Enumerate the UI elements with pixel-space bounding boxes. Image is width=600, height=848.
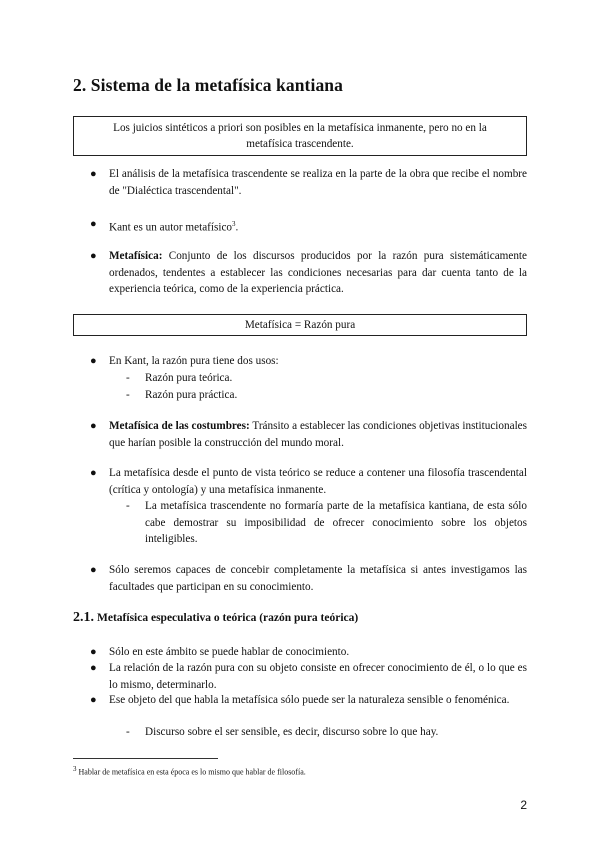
- bullet-item: [90, 248, 527, 298]
- bullet-icon: ●: [90, 662, 97, 674]
- bullet-text: La metafísica desde el punto de vista teórico se reduce a contener una filosofía trascendental (crítica y ontología) y una metafísica inmanente.: [109, 467, 527, 496]
- bullet-item: [90, 562, 527, 595]
- footnote-text: Hablar de metafísica en esta época es lo mismo que hablar de filosofía.: [76, 767, 306, 777]
- bullet-icon: ●: [90, 250, 97, 262]
- bullet-text: En Kant, la razón pura tiene dos usos:: [109, 355, 279, 367]
- summary-box: [73, 116, 527, 156]
- bullet-text: Sólo en este ámbito se puede hablar de conocimiento.: [109, 646, 350, 658]
- sub-item: [126, 724, 527, 741]
- bullet-item: [90, 644, 527, 661]
- bullet-text: Kant es un autor metafísico$^3$.: [109, 220, 239, 234]
- bullet-text: Metafísica: Conjunto de los discursos producidos por la razón pura sistemáticamente ordenados, tendentes a establecer las condiciones necesarias para dar cuenta tanto de la experiencia teórica, como de la experiencia práctica.: [109, 250, 527, 295]
- dash-icon: -: [126, 389, 130, 401]
- footnote-mark: 3: [73, 765, 77, 773]
- bullet-icon: ●: [90, 564, 97, 576]
- subsection-heading: [73, 610, 358, 626]
- term-label: Metafísica:: [109, 250, 163, 262]
- bullet-icon: ●: [90, 646, 97, 658]
- subsection-title: Metafísica especulativa o teórica (razón pura teórica): [97, 612, 359, 624]
- dash-icon: -: [126, 372, 130, 384]
- sub-item-text: Discurso sobre el ser sensible, es decir, discurso sobre lo que hay.: [145, 726, 439, 738]
- sub-item-text: Razón pura teórica.: [145, 372, 233, 384]
- footnote-ref: 3: [232, 220, 236, 228]
- sub-item: [126, 498, 527, 548]
- bullet-icon: ●: [90, 168, 97, 180]
- dash-icon: -: [126, 726, 130, 738]
- bullet-item: [90, 166, 527, 199]
- sub-item-text: Razón pura práctica.: [145, 389, 238, 401]
- equation-box-text: Metafísica = Razón pura: [244, 319, 356, 331]
- sub-item: [126, 370, 527, 387]
- bullet-item: [90, 216, 527, 236]
- summary-box-text: Los juicios sintéticos a priori son posibles en la metafísica inmanente, pero no en la metafísica trascendente.: [113, 122, 487, 150]
- bullet-icon: ●: [90, 694, 97, 706]
- sub-item: [126, 387, 527, 404]
- bullet-text: El análisis de la metafísica trascendente se realiza en la parte de la obra que recibe el nombre de "Dialéctica trascendental".: [109, 168, 527, 197]
- bullet-icon: ●: [90, 467, 97, 479]
- bullet-icon: ●: [90, 420, 97, 432]
- bullet-icon: ●: [90, 355, 97, 367]
- bullet-text: Metafísica de las costumbres: Tránsito a establecer las condiciones objetivas institucionales que harían posible la construcción del mundo moral.: [109, 420, 527, 449]
- bullet-icon: ●: [90, 218, 97, 230]
- term-label: Metafísica de las costumbres:: [109, 420, 250, 432]
- bullet-item: [90, 660, 527, 693]
- bullet-text: Sólo seremos capaces de concebir completamente la metafísica si antes investigamos las facultades que participan en su conocimiento.: [109, 564, 527, 593]
- bullet-item: [90, 353, 527, 370]
- bullet-item: [90, 418, 527, 451]
- bullet-item: [90, 465, 527, 498]
- sub-item-text: La metafísica trascendente no formaría parte de la metafísica kantiana, de esta sólo cabe demostrar su imposibilidad de ofrecer conocimiento sobre los objetos inteligibles.: [145, 500, 527, 545]
- dash-icon: -: [126, 500, 130, 512]
- footnote-divider: [73, 758, 218, 759]
- bullet-item: [90, 692, 527, 709]
- subsection-number: 2.1.: [73, 610, 94, 625]
- page-number: 2: [520, 798, 527, 812]
- bullet-text: Ese objeto del que habla la metafísica sólo puede ser la naturaleza sensible o fenoménica.: [109, 694, 510, 706]
- equation-box: [73, 314, 527, 336]
- bullet-text: La relación de la razón pura con su objeto consiste en ofrecer conocimiento de él, o lo que es lo mismo, determinarlo.: [109, 662, 527, 691]
- section-heading: 2. Sistema de la metafísica kantiana: [73, 75, 343, 95]
- footnote: [73, 764, 306, 778]
